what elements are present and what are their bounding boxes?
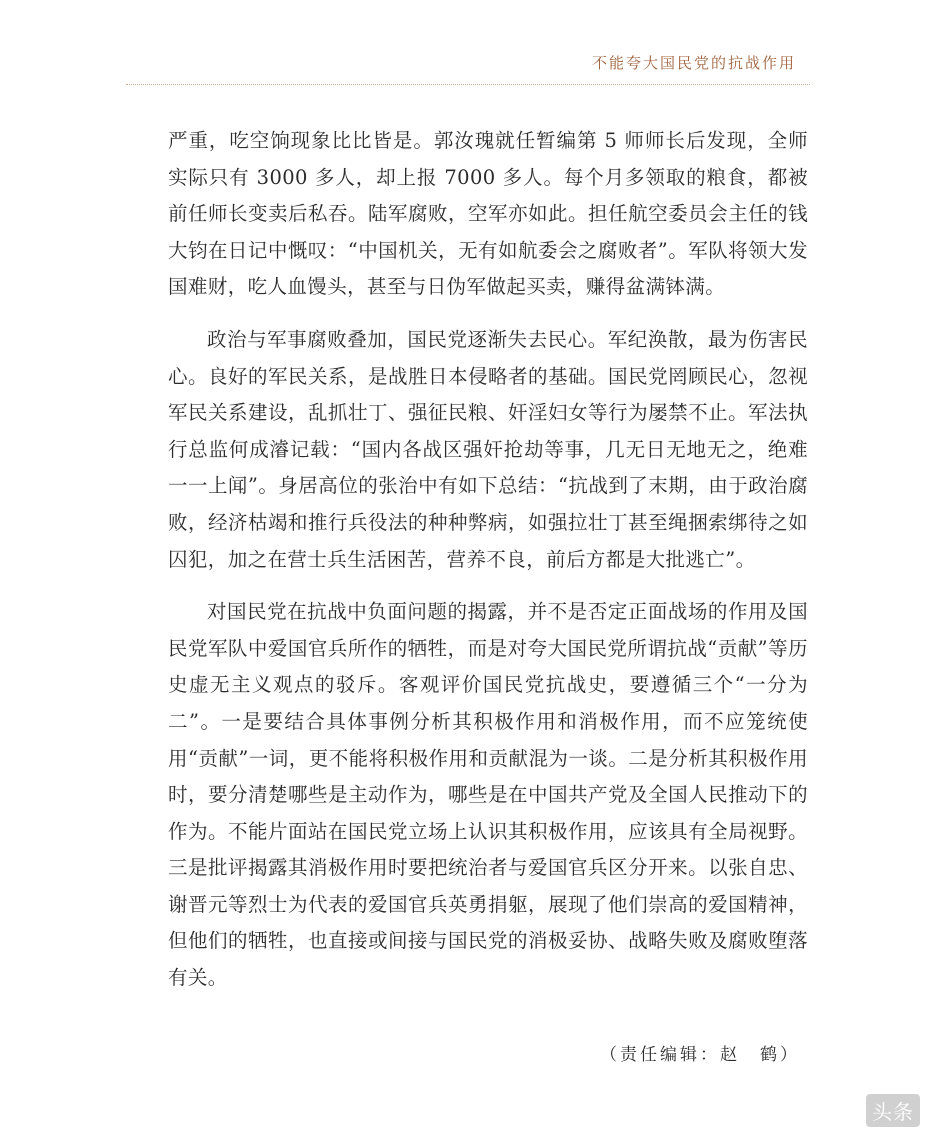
running-header-title: 不能夸大国民党的抗战作用 xyxy=(591,54,796,72)
paragraph-1: 严重，吃空饷现象比比皆是。郭汝瑰就任暂编第 5 师师长后发现，全师实际只有 3000 多人，却上报 7000 多人。每个月多领取的粮食，都被前任师长变卖后私吞。陆军腐败，空军亦如此。担任航空委员会主任的钱大钧在日记中慨叹：“中国机关，无有如航委会之腐败者”。军队将领大发国难财，吃人血馒头，甚至与日伪军做起买卖，赚得盆满钵满。 xyxy=(168,129,808,299)
article-body xyxy=(168,123,808,1013)
header-divider xyxy=(126,84,810,85)
editor-credit: （责任编辑：赵 鹤） xyxy=(600,1045,800,1065)
platform-watermark: 头条 xyxy=(866,1094,920,1127)
paragraph-3: 对国民党在抗战中负面问题的揭露，并不是否定正面战场的作用及国民党军队中爱国官兵所作的牺牲，而是对夸大国民党所谓抗战“贡献”等历史虚无主义观点的驳斥。客观评价国民党抗战史，要遵循三个“一分为二”。一是要结合具体事例分析其积极作用和消极作用，而不应笼统使用“贡献”一词，更不能将积极作用和贡献混为一谈。二是分析其积极作用时，要分清楚哪些是主动作为，哪些是在中国共产党及全国人民推动下的作为。不能片面站在国民党立场上认识其积极作用，应该具有全局视野。三是批评揭露其消极作用时要把统治者与爱国官兵区分开来。以张自忠、谢晋元等烈士为代表的爱国官兵英勇捐躯，展现了他们崇高的爱国精神，但他们的牺牲，也直接或间接与国民党的消极妥协、战略失败及腐败堕落有关。 xyxy=(168,600,808,990)
paragraph-2: 政治与军事腐败叠加，国民党逐渐失去民心。军纪涣散，最为伤害民心。良好的军民关系，是战胜日本侵略者的基础。国民党罔顾民心，忽视军民关系建设，乱抓壮丁、强征民粮、奸淫妇女等行为屡禁不止。军法执行总监何成濬记载：“国内各战区强奸抢劫等事，几无日无地无之，绝难一一上闻”。身居高位的张治中有如下总结：“抗战到了末期，由于政治腐败，经济枯竭和推行兵役法的种种弊病，如强拉壮丁甚至绳捆索绑待之如囚犯，加之在营士兵生活困苦，营养不良，前后方都是大批逃亡”。 xyxy=(168,327,808,571)
